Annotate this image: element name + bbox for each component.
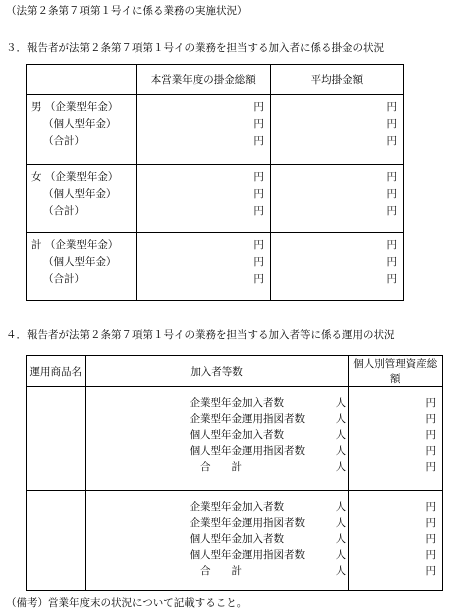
item-label: （企業型年金） [44,239,119,251]
group-label: 女 [31,171,42,183]
note: （備考）営業年度末の状況について記載すること。 [6,597,248,609]
header-asset-total: 個人別管理資産総額 [348,356,442,387]
product-block [27,491,443,591]
header-total-contribution: 本営業年度の掛金総額 [136,65,270,95]
row-label [27,165,137,233]
investment-table [26,355,443,591]
member-count-cell: 企業型年金加入者数 人 企業型年金運用指図者数 人 個人型年金加入者数 人 個人型年金運用指図者数 人 合 計 人 [85,387,348,491]
member-count-cell: 企業型年金加入者数 人 企業型年金運用指図者数 人 個人型年金加入者数 人 個人型年金運用指図者数 人 合 計 人 [85,491,348,591]
header-blank [27,65,137,95]
contribution-table [26,64,404,301]
header-member-count: 加入者等数 [85,356,348,387]
group-label: 計 [31,239,42,251]
average-cell: 円 円 円 [270,95,403,165]
item-label: （個人型年金） [43,188,117,200]
row-male [27,95,404,165]
item-label: （合計） [43,273,85,285]
section3-title: ３．報告者が法第２条第７項第１号イの業務を担当する加入者に係る掛金の状況 [6,42,384,54]
row-label [27,95,137,165]
asset-total-cell: 円 円 円 円 円 [348,491,442,591]
item-label: （個人型年金） [43,118,117,130]
item-label: （合計） [43,135,85,147]
header-product-name: 運用商品名 [27,356,86,387]
item-label: （合計） [43,205,85,217]
row-total [27,233,404,301]
item-label: （企業型年金） [44,101,119,113]
asset-total-cell: 円 円 円 円 円 [348,387,442,491]
average-cell: 円 円 円 [270,233,403,301]
item-label: （個人型年金） [43,256,117,268]
amount-cell: 円 円 円 [136,165,270,233]
item-label: （企業型年金） [44,171,119,183]
product-name-cell [27,491,86,591]
document-heading: （法第２条第７項第１号イに係る業務の実施状況） [6,5,248,17]
group-label: 男 [31,101,42,113]
amount-cell: 円 円 円 [136,233,270,301]
amount-cell: 円 円 円 [136,95,270,165]
header-average-contribution: 平均掛金額 [270,65,403,95]
row-label [27,233,137,301]
row-female [27,165,404,233]
product-block [27,387,443,491]
section4-title: ４．報告者が法第２条第７項第１号イの業務を担当する加入者等に係る運用の状況 [6,329,395,341]
product-name-cell [27,387,86,491]
average-cell: 円 円 円 [270,165,403,233]
